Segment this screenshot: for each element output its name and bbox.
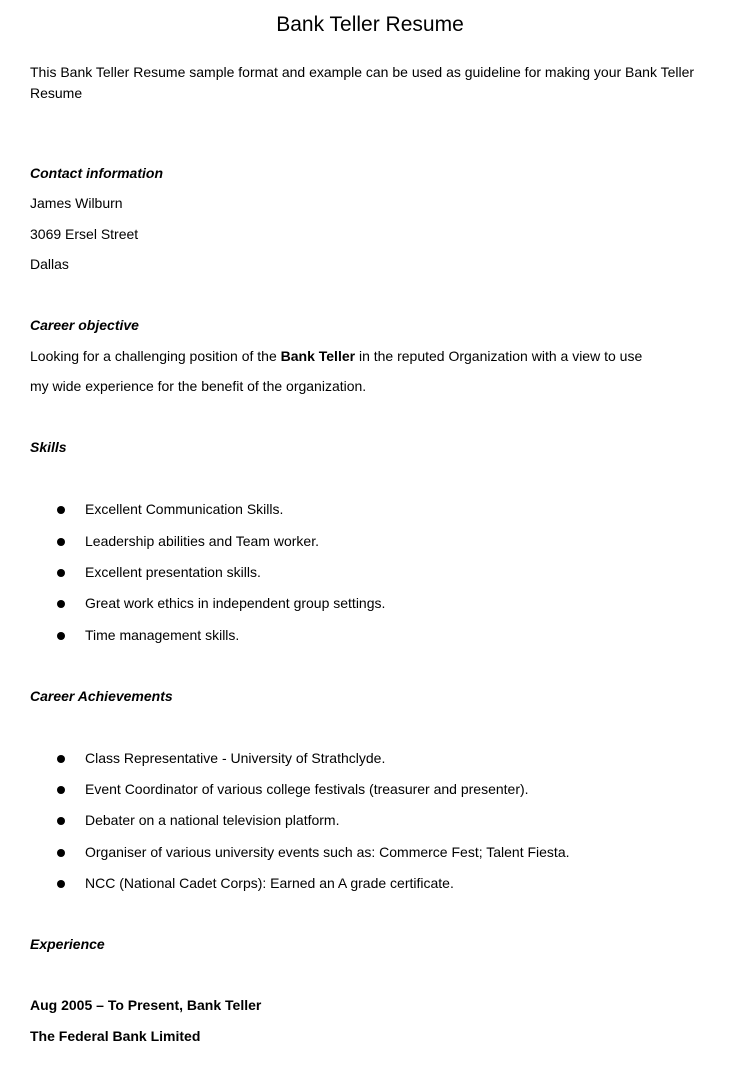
skills-heading: Skills [30, 439, 67, 455]
skill-item: Excellent presentation skills. [85, 564, 261, 580]
achievements-heading: Career Achievements [30, 688, 173, 704]
skill-item: Time management skills. [85, 627, 240, 643]
bullet-icon [57, 538, 65, 546]
objective-text-after: in the reputed Organization with a view to use [358, 348, 643, 364]
experience-company: The Federal Bank Limited [30, 1028, 201, 1044]
bullet-icon [57, 786, 65, 794]
achievement-item: NCC (National Cadet Corps): Earned an A grade certificate. [85, 875, 454, 891]
objective-line-1 [30, 348, 642, 364]
bullet-icon [57, 817, 65, 825]
achievement-item: Debater on a national television platform. [85, 812, 340, 828]
skill-item: Leadership abilities and Team worker. [85, 533, 319, 549]
achievement-item: Event Coordinator of various college festivals (treasurer and presenter). [85, 781, 529, 797]
contact-name: James Wilburn [30, 195, 123, 211]
bullet-icon [57, 880, 65, 888]
objective-line-2: my wide experience for the benefit of the organization. [30, 378, 367, 394]
achievement-item: Class Representative - University of Strathclyde. [85, 750, 386, 766]
contact-heading: Contact information [30, 165, 163, 181]
skill-item: Excellent Communication Skills. [85, 501, 284, 517]
bullet-icon [57, 632, 65, 640]
experience-period-role: Aug 2005 – To Present, Bank Teller [30, 997, 262, 1013]
achievement-item: Organiser of various university events such as: Commerce Fest; Talent Fiesta. [85, 844, 570, 860]
bullet-icon [57, 600, 65, 608]
objective-heading: Career objective [30, 317, 139, 333]
contact-street: 3069 Ersel Street [30, 226, 139, 242]
skill-item: Great work ethics in independent group settings. [85, 595, 386, 611]
contact-city: Dallas [30, 256, 69, 272]
document-title: Bank Teller Resume [276, 13, 464, 36]
objective-bold-role: Bank Teller [280, 348, 356, 364]
intro-paragraph: This Bank Teller Resume sample format and example can be used as guideline for making your Bank Teller Resume [30, 64, 695, 101]
bullet-icon [57, 849, 65, 857]
bullet-icon [57, 755, 65, 763]
bullet-icon [57, 506, 65, 514]
objective-text-before: Looking for a challenging position of the [30, 348, 277, 364]
experience-heading: Experience [30, 936, 105, 952]
bullet-icon [57, 569, 65, 577]
